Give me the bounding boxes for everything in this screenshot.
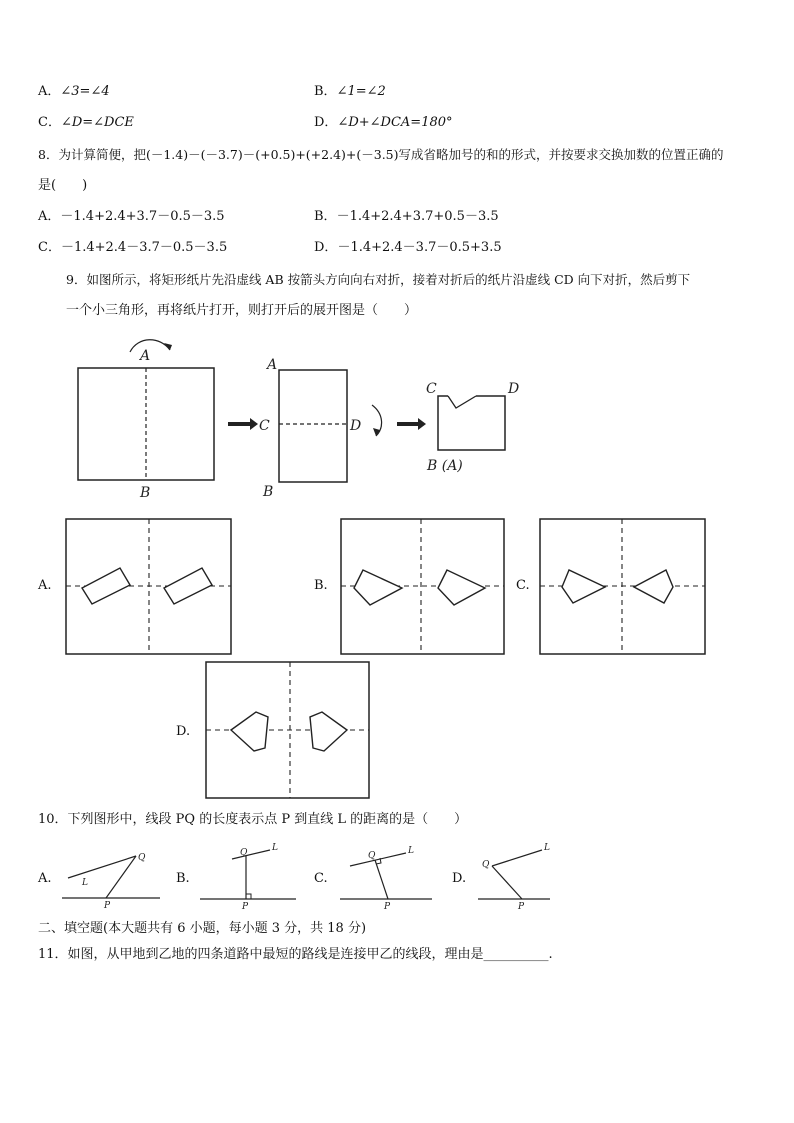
q10-option-d-figure	[478, 843, 550, 912]
q9-option-c-label: C.	[516, 578, 530, 593]
svg-text:L: L	[272, 843, 278, 853]
q8-option-c: C．－1.4+2.4－3.7－0.5－3.5	[38, 240, 228, 255]
svg-text:Q: Q	[482, 860, 490, 870]
q10-option-a-figure	[62, 853, 160, 911]
label-d-fold: D	[350, 418, 362, 434]
q7-option-a: A．∠3=∠4	[38, 84, 110, 99]
q10-option-c-label: C.	[314, 871, 328, 886]
q8-option-b: B．－1.4+2.4+3.7+0.5－3.5	[314, 209, 499, 224]
q7-option-c: C．∠D=∠DCE	[38, 115, 134, 130]
svg-text:L: L	[544, 843, 550, 853]
q9-option-d-label: D.	[176, 724, 191, 739]
svg-text:Q: Q	[368, 851, 376, 861]
q10-option-b-label: B.	[176, 871, 190, 886]
label-ba-final: B (A)	[427, 458, 463, 474]
q9-option-b-label: B.	[314, 578, 328, 593]
q8-stem-line2: 是( )	[38, 178, 88, 193]
svg-text:P: P	[518, 902, 525, 912]
svg-text:Q: Q	[138, 853, 146, 863]
q8-option-d: D．－1.4+2.4－3.7－0.5+3.5	[314, 240, 502, 255]
section-2-heading: 二、填空题(本大题共有 6 小题，每小题 3 分，共 18 分)	[38, 921, 367, 936]
q9-stem-line2: 一个小三角形，再将纸片打开，则打开后的展开图是（ ）	[66, 303, 418, 318]
q7-option-b: B．∠1=∠2	[314, 84, 386, 99]
q7-option-d: D．∠D+∠DCA=180°	[314, 115, 453, 130]
label-d-final: D	[508, 381, 520, 397]
q10-option-b-figure	[200, 843, 296, 912]
q10-option-d-label: D.	[452, 871, 467, 886]
q9-stem-line1: 9．如图所示，将矩形纸片先沿虚线 AB 按箭头方向向右对折，接着对折后的纸片沿虚线 CD 向下对折，然后剪下	[66, 272, 691, 287]
q8-option-a: A．－1.4+2.4+3.7－0.5－3.5	[38, 209, 225, 224]
q11-stem: 11．如图，从甲地到乙地的四条道路中最短的路线是连接甲乙的线段，理由是__________.	[38, 947, 553, 962]
label-a-fold: A	[267, 357, 278, 373]
svg-text:P: P	[242, 902, 249, 912]
label-b-fold: B	[263, 484, 274, 500]
svg-text:L: L	[82, 878, 88, 888]
q10-stem: 10．下列图形中，线段 PQ 的长度表示点 P 到直线 L 的距离的是（ ）	[38, 812, 468, 827]
q9-option-a-label: A.	[38, 578, 52, 593]
q8-stem-line1: 8．为计算简便，把(－1.4)－(－3.7)－(+0.5)+(+2.4)+(－3.5)写成省略加号的和的形式，并按要求交换加数的位置正确的	[38, 147, 724, 162]
svg-text:Q: Q	[240, 848, 248, 858]
svg-text:P: P	[104, 901, 111, 911]
svg-text:L: L	[408, 846, 414, 856]
label-a-top: A	[140, 348, 151, 364]
svg-text:P: P	[384, 902, 391, 912]
label-c-fold: C	[259, 418, 270, 434]
q10-option-c-figure	[340, 846, 432, 912]
q10-option-a-label: A.	[38, 871, 52, 886]
label-b-bottom: B	[140, 485, 151, 501]
label-c-final: C	[426, 381, 437, 397]
